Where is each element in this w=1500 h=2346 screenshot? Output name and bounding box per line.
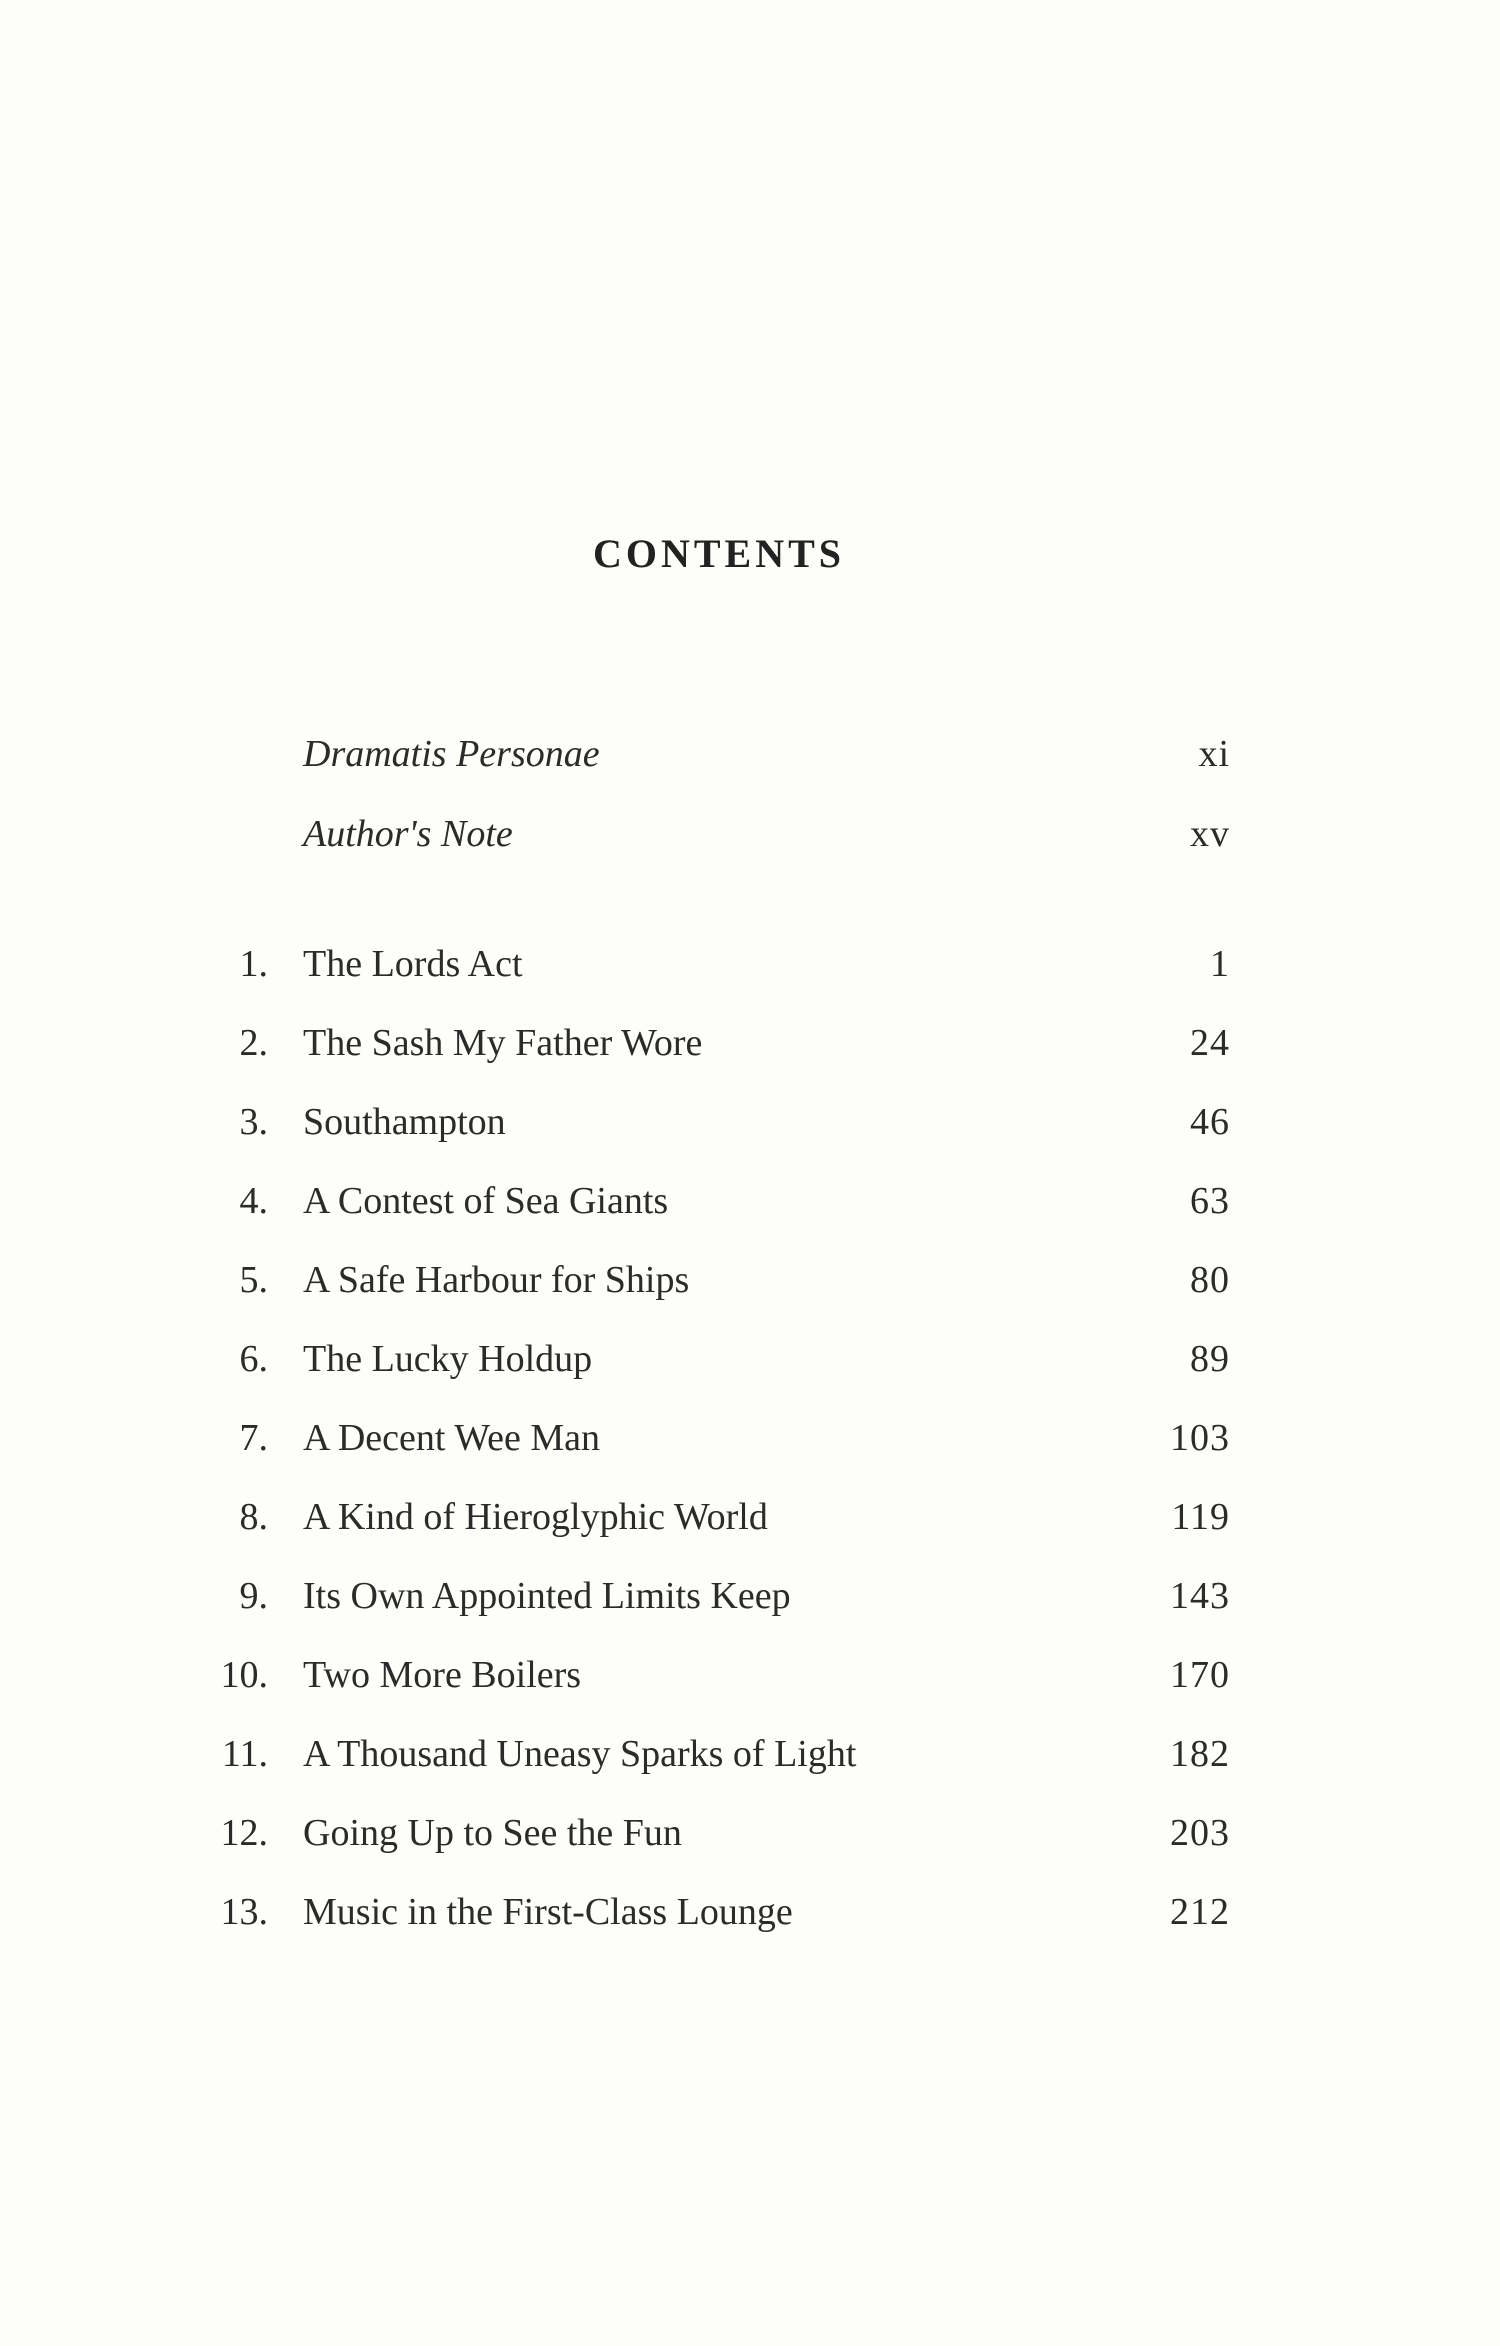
toc-entry-page: xv (1190, 813, 1230, 855)
chapter-number: 13. (220, 1891, 268, 1933)
chapter-page: 80 (1190, 1259, 1230, 1301)
chapter-page: 46 (1190, 1101, 1230, 1143)
chapter-page: 103 (1170, 1417, 1230, 1459)
toc-entry-title: Dramatis Personae (303, 733, 600, 775)
chapter-number: 5. (239, 1259, 268, 1301)
toc-chapter-row (190, 1893, 1230, 1972)
chapter-page: 170 (1170, 1654, 1230, 1696)
chapter-page: 24 (1190, 1022, 1230, 1064)
chapter-title: The Lucky Holdup (303, 1338, 593, 1380)
chapter-title: A Thousand Uneasy Sparks of Light (303, 1733, 857, 1775)
chapter-title: Music in the First-Class Lounge (303, 1891, 793, 1933)
chapter-title: Its Own Appointed Limits Keep (303, 1575, 791, 1617)
chapter-number: 11. (221, 1733, 268, 1775)
toc-chapter-row (190, 1103, 1230, 1182)
toc-entry-title: Author's Note (303, 813, 513, 855)
toc-front-matter-row (190, 735, 1230, 815)
chapter-number: 7. (239, 1417, 268, 1459)
chapter-title: A Kind of Hieroglyphic World (303, 1496, 768, 1538)
chapter-number: 10. (220, 1654, 268, 1696)
toc-chapter-row (190, 1814, 1230, 1893)
chapter-title: A Safe Harbour for Ships (303, 1259, 690, 1301)
chapter-number: 9. (239, 1575, 268, 1617)
chapter-page: 119 (1171, 1496, 1230, 1538)
chapter-page: 203 (1170, 1812, 1230, 1854)
toc-chapter-row (190, 945, 1230, 1024)
chapter-page: 63 (1190, 1180, 1230, 1222)
chapter-title: Two More Boilers (303, 1654, 582, 1696)
chapter-page: 1 (1210, 943, 1230, 985)
chapter-title: The Sash My Father Wore (303, 1022, 703, 1064)
toc-chapter-row (190, 1735, 1230, 1814)
chapter-page: 212 (1170, 1891, 1230, 1933)
toc-chapter-row (190, 1182, 1230, 1261)
chapter-title: A Decent Wee Man (303, 1417, 600, 1459)
chapter-title: The Lords Act (303, 943, 523, 985)
page-title: CONTENTS (592, 531, 846, 576)
section-spacer (190, 895, 1230, 945)
chapter-number: 3. (239, 1101, 268, 1143)
chapter-number: 12. (220, 1812, 268, 1854)
chapter-title: Going Up to See the Fun (303, 1812, 682, 1854)
toc-entry-page: xi (1198, 733, 1230, 775)
toc-chapter-row (190, 1340, 1230, 1419)
toc-chapter-row (190, 1261, 1230, 1340)
chapter-number: 8. (239, 1496, 268, 1538)
table-of-contents (190, 735, 1230, 1972)
chapter-number: 2. (239, 1022, 268, 1064)
toc-chapter-row (190, 1656, 1230, 1735)
chapter-page: 143 (1170, 1575, 1230, 1617)
toc-chapter-row (190, 1577, 1230, 1656)
chapter-number: 6. (239, 1338, 268, 1380)
toc-chapter-row (190, 1419, 1230, 1498)
toc-front-matter-row (190, 815, 1230, 895)
chapter-page: 182 (1170, 1733, 1230, 1775)
chapter-page: 89 (1190, 1338, 1230, 1380)
toc-chapter-row (190, 1024, 1230, 1103)
toc-chapter-row (190, 1498, 1230, 1577)
chapter-title: A Contest of Sea Giants (303, 1180, 669, 1222)
chapter-number: 4. (239, 1180, 268, 1222)
chapter-number: 1. (239, 943, 268, 985)
chapter-title: Southampton (303, 1101, 506, 1143)
